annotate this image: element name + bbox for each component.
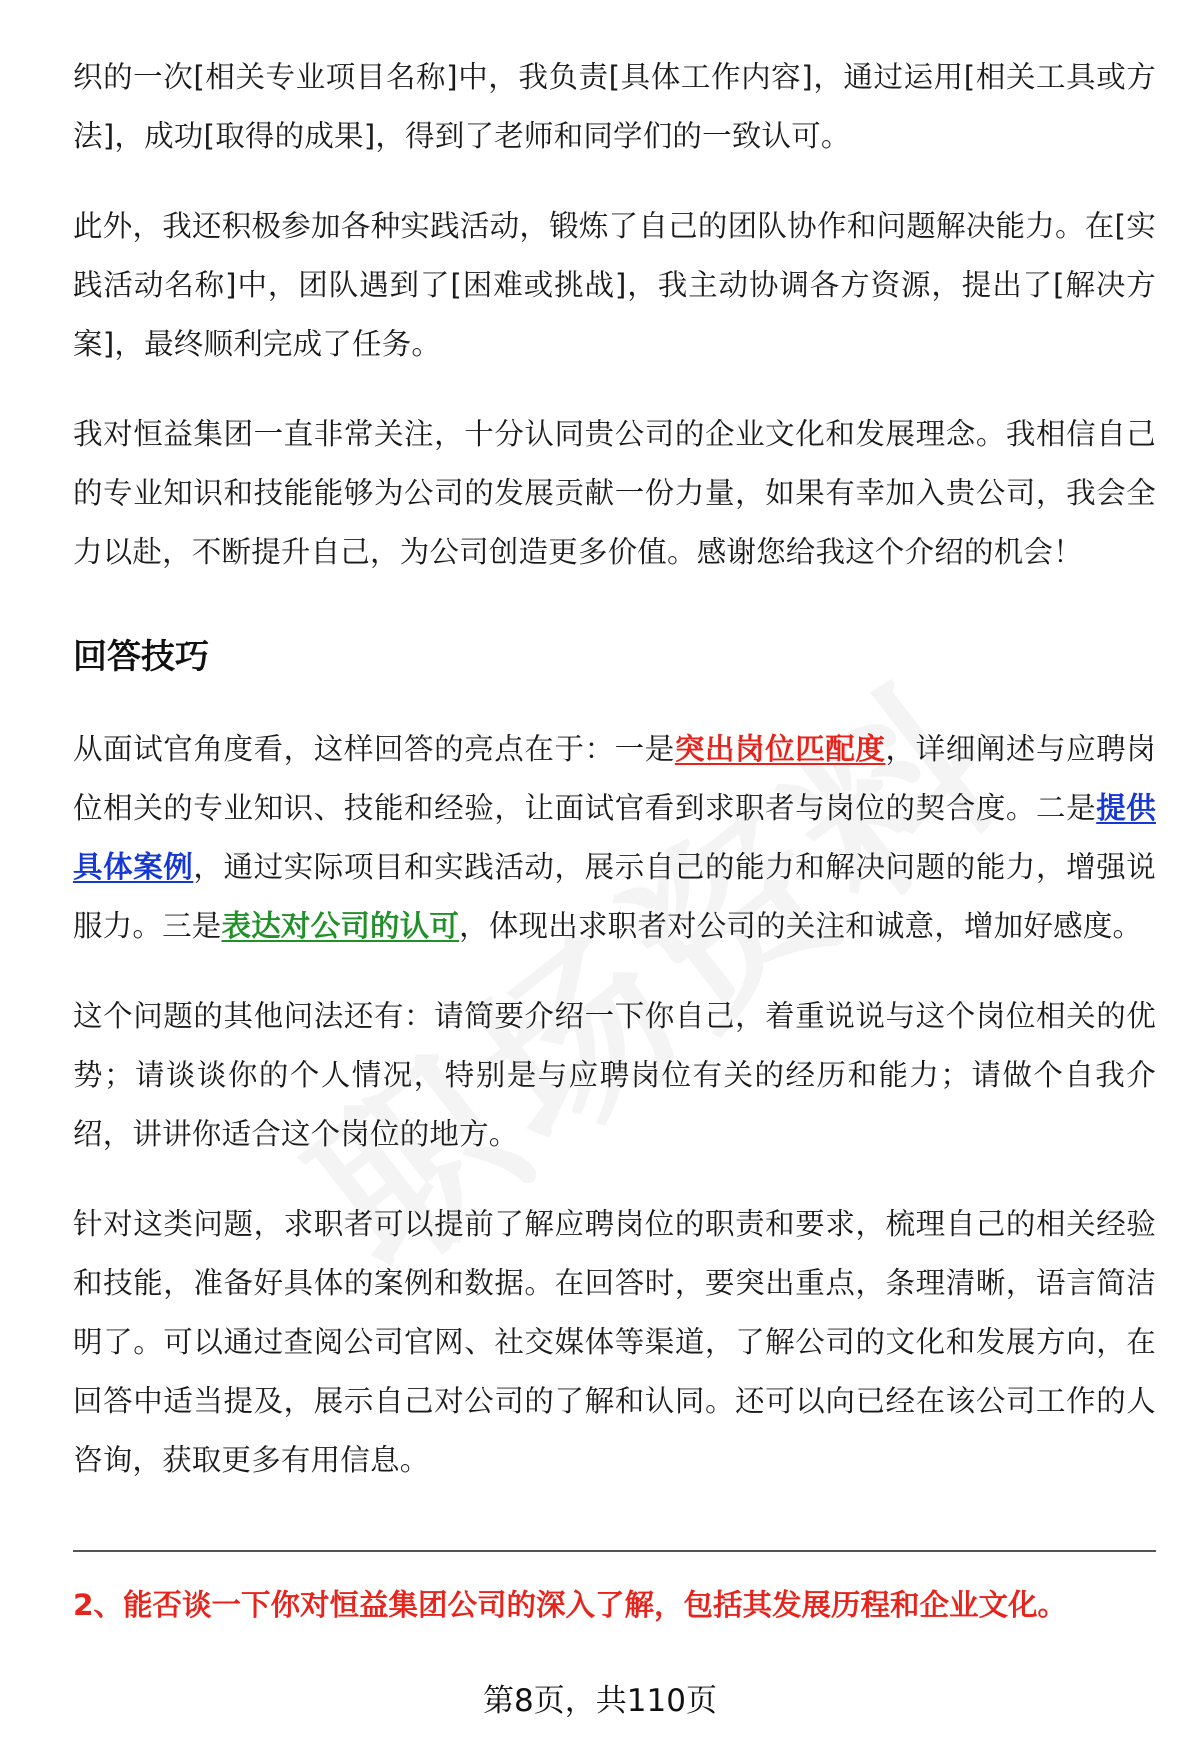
paragraph-alternative-questions: 这个问题的其他问法还有：请简要介绍一下你自己，着重说说与这个岗位相关的优势；请谈谈你的个人情况，特别是与应聘岗位有关的经历和能力；请做个自我介绍，讲讲你适合这个岗位的地方。 [73,999,1156,1151]
section-heading: 回答技巧 [73,637,209,677]
highlights-text-2: ，详细阐述与应聘岗位相关的专业知识、技能和经验，让面试官看到求职者与岗位的契合度。二是 [73,732,1156,825]
document-body [73,48,1156,1490]
highlights-text-4: ，体现出求职者对公司的关注和诚意，增加好感度。 [459,909,1143,943]
paragraph-practice-activities: 此外，我还积极参加各种实践活动，锻炼了自己的团队协作和问题解决能力。在[实践活动名称]中，团队遇到了[困难或挑战]，我主动协调各方资源，提出了[解决方案]，最终顺利完成了任务。 [73,209,1156,361]
highlights-text-1: 从面试官角度看，这样回答的亮点在于：一是 [73,732,675,766]
highlights-text-3: ，通过实际项目和实践活动，展示自己的能力和解决问题的能力，增强说服力。三是 [73,850,1156,943]
next-question-title: 2、能否谈一下你对恒益集团公司的深入了解，包括其发展历程和企业文化。 [73,1588,1068,1622]
paragraph-project-experience: 织的一次[相关专业项目名称]中，我负责[具体工作内容]，通过运用[相关工具或方法]，成功[取得的成果]，得到了老师和同学们的一致认可。 [73,60,1156,153]
page-indicator: 第8页，共110页 [483,1683,717,1719]
highlight-position-match: 突出岗位匹配度 [674,732,886,766]
paragraph-preparation-tips: 针对这类问题，求职者可以提前了解应聘岗位的职责和要求，梳理自己的相关经验和技能，准备好具体的案例和数据。在回答时，要突出重点，条理清晰，语言简洁明了。可以通过查阅公司官网、社交媒体等渠道，了解公司的文化和发展方向，在回答中适当提及，展示自己对公司的了解和认同。还可以向已经在该公司工作的人咨询，获取更多有用信息。 [73,1207,1156,1477]
highlight-company-recognition: 表达对公司的认可 [221,909,460,943]
paragraph-answer-highlights [73,720,1156,956]
section-divider [73,1550,1156,1552]
highlight-specific-cases: 提供具体案例 [73,791,1156,884]
paragraph-company-interest: 我对恒益集团一直非常关注，十分认同贵公司的企业文化和发展理念。我相信自己的专业知识和技能能够为公司的发展贡献一份力量，如果有幸加入贵公司，我会全力以赴，不断提升自己，为公司创造更多价值。感谢您给我这个介绍的机会！ [73,417,1156,569]
